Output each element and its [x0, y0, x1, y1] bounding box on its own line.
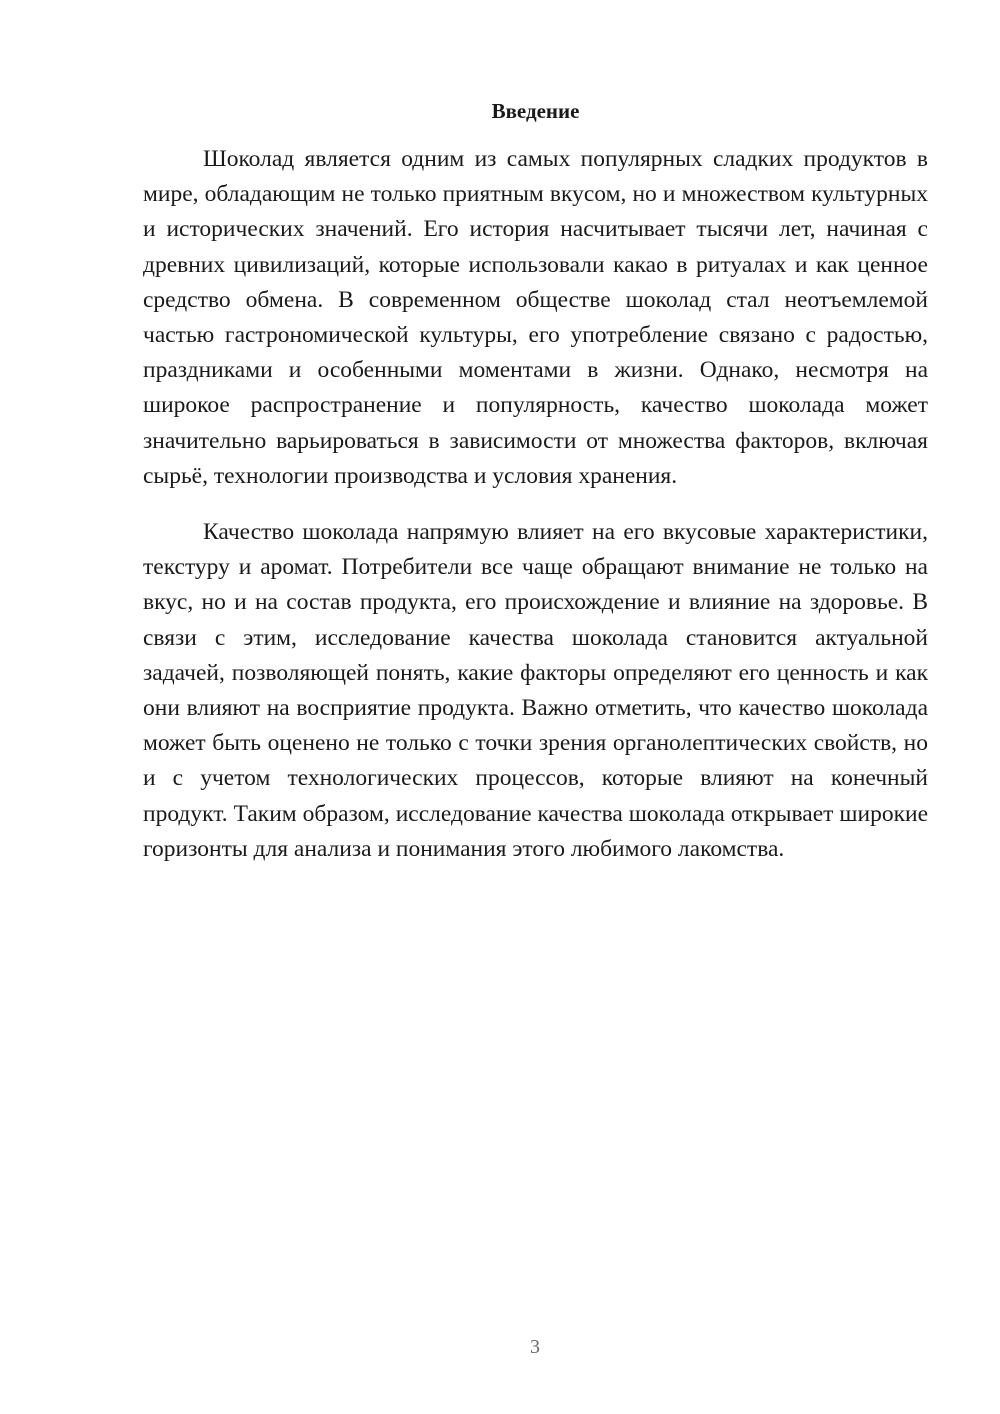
- page-number: 3: [530, 1336, 540, 1358]
- body-text: [143, 142, 928, 867]
- paragraph-2: Качество шоколада напрямую влияет на его вкусовые характеристики, текстуру и аромат. Потребители все чаще обращают внимание не только на вкус, но и на состав продукта, его происхождение и влияние на здоровье. В связи с этим, исследование качества шоколада становится актуальной задачей, позволяющей понять, какие факторы определяют его ценность и как они влияют на восприятие продукта. Важно отметить, что качество шоколада может быть оценено не только с точки зрения органолептических свойств, но и с учетом технологических процессов, которые влияют на конечный продукт. Таким образом, исследование качества шоколада открывает широкие горизонты для анализа и понимания этого любимого лакомства.: [143, 519, 928, 862]
- paragraph-1: Шоколад является одним из самых популярных сладких продуктов в мире, обладающим не только приятным вкусом, но и множеством культурных и исторических значений. Его история насчитывает тысячи лет, начиная с древних цивилизаций, которые использовали какао в ритуалах и как ценное средство обмена. В современном обществе шоколад стал неотъемлемой частью гастрономической культуры, его употребление связано с радостью, праздниками и особенными моментами в жизни. Однако, несмотря на широкое распространение и популярность, качество шоколада может значительно варьироваться в зависимости от множества факторов, включая сырьё, технологии производства и условия хранения.: [143, 146, 928, 489]
- section-heading: Введение: [491, 99, 580, 123]
